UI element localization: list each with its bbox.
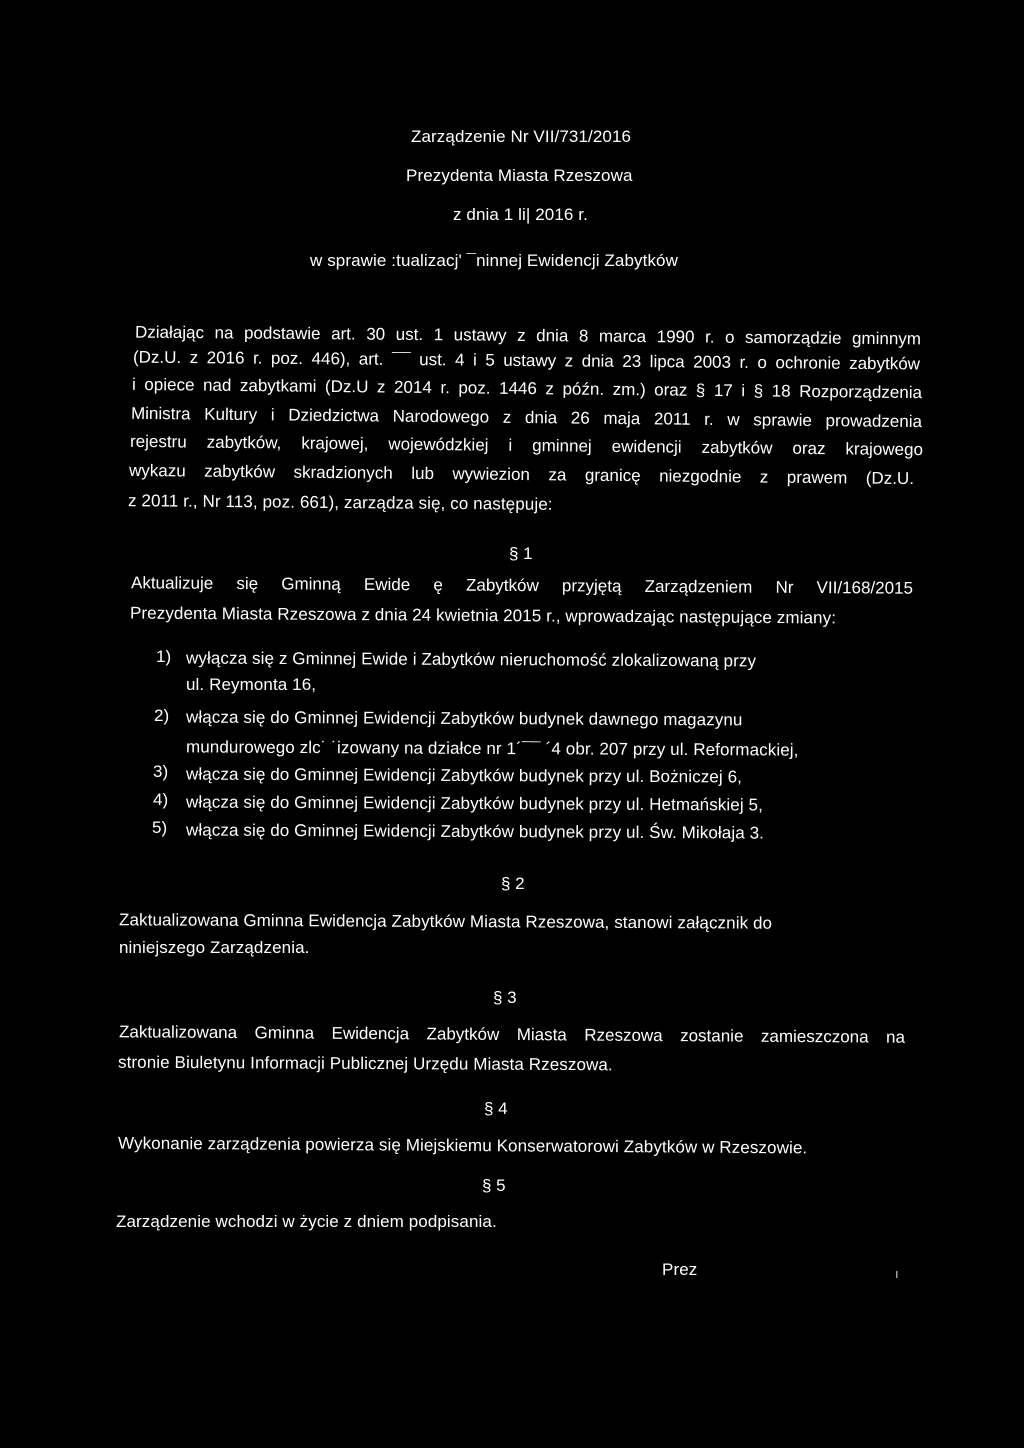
- list-number: 1): [156, 647, 172, 666]
- section-heading: § 2: [501, 874, 525, 893]
- preamble-line: Ministra Kultury i Dziedzictwa Narodowego z dnia 26 maja 2011 r. w sprawie prowadzenia: [130, 403, 923, 432]
- preamble-line: (Dz.U. z 2016 r. poz. 446), art. ¯¯ ust. 4 i 5 ustawy z dnia 23 lipca 2003 r. o ochronie zabytków: [132, 347, 921, 374]
- list-number: 4): [153, 790, 169, 809]
- section-text-line: Zaktualizowana Gminna Ewidencja Zabytków Miasta Rzeszowa zostanie zamieszczona na: [118, 1022, 906, 1047]
- section-text-line: Prezydenta Miasta Rzeszowa z dnia 24 kwietnia 2015 r., wprowadzając następujące zmiany:: [129, 603, 837, 628]
- section-heading: § 4: [484, 1099, 508, 1118]
- section-heading: § 5: [482, 1176, 506, 1195]
- signature-text: Prez: [662, 1260, 698, 1279]
- preamble-line: rejestru zabytków, krajowej, wojewódzkiej i gminnej ewidencji zabytków oraz krajowego: [129, 431, 924, 460]
- list-item-text: ul. Reymonta 16,: [186, 675, 317, 694]
- list-number: 5): [152, 818, 168, 837]
- preamble-line: i opiece nad zabytkami (Dz.U z 2014 r. poz. 1446 z późn. zm.) oraz § 17 i § 18 Rozporządzenia: [131, 374, 923, 403]
- section-text-line: Aktualizuje się Gminną Ewide ę Zabytków przyjętą Zarządzeniem Nr VII/168/2015: [130, 573, 914, 598]
- document-date: z dnia 1 li| 2016 r.: [453, 205, 588, 224]
- section-heading: § 1: [509, 544, 533, 563]
- list-item-text: włącza się do Gminnej Ewidencji Zabytków budynek przy ul. Bożniczej 6,: [185, 764, 743, 787]
- section-text-line: Wykonanie zarządzenia powierza się Miejskiemu Konserwatorowi Zabytków w Rzeszowie.: [117, 1133, 808, 1158]
- list-item-text: wyłącza się z Gminnej Ewide i Zabytków nieruchomość zlokalizowaną przy: [185, 648, 757, 671]
- signature-mark: ı: [895, 1266, 899, 1281]
- section-text-line: stronie Biuletynu Informacji Publicznej Urzędu Miasta Rzeszowa.: [117, 1052, 613, 1075]
- section-text-line: Zaktualizowana Gminna Ewidencja Zabytków Miasta Rzeszowa, stanowi załącznik do: [118, 910, 773, 933]
- list-item-text: włącza się do Gminnej Ewidencji Zabytków budynek dawnego magazynu: [185, 707, 743, 730]
- section-text-line: niniejszego Zarządzenia.: [119, 938, 310, 957]
- list-item-text: włącza się do Gminnej Ewidencji Zabytków budynek przy ul. Św. Mikołaja 3.: [185, 820, 765, 843]
- preamble-line: wykazu zabytków skradzionych lub wywiezion za granicę niezgodnie z prawem (Dz.U.: [128, 460, 915, 489]
- preamble-line: z 2011 r., Nr 113, poz. 661), zarządza się, co następuje:: [127, 491, 553, 514]
- list-number: 3): [153, 762, 169, 781]
- preamble-line: Działając na podstawie art. 30 ust. 1 ustawy z dnia 8 marca 1990 r. o samorządzie gminnym: [134, 322, 922, 349]
- document-subject: w sprawie :tualizacj' ¯ninnej Ewidencji Zabytków: [310, 251, 678, 270]
- list-number: 2): [154, 706, 170, 725]
- section-text-line: Zarządzenie wchodzi w życie z dniem podpisania.: [116, 1212, 497, 1231]
- document-issuer: Prezydenta Miasta Rzeszowa: [406, 166, 633, 185]
- list-item-text: włącza się do Gminnej Ewidencji Zabytków budynek przy ul. Hetmańskiej 5,: [185, 792, 764, 815]
- document-title: Zarządzenie Nr VII/731/2016: [411, 127, 632, 146]
- list-item-text: mundurowego zlc˙ ˙izowany na działce nr 1´¯¯ ´4 obr. 207 przy ul. Reformackiej,: [185, 737, 799, 760]
- section-heading: § 3: [493, 988, 517, 1007]
